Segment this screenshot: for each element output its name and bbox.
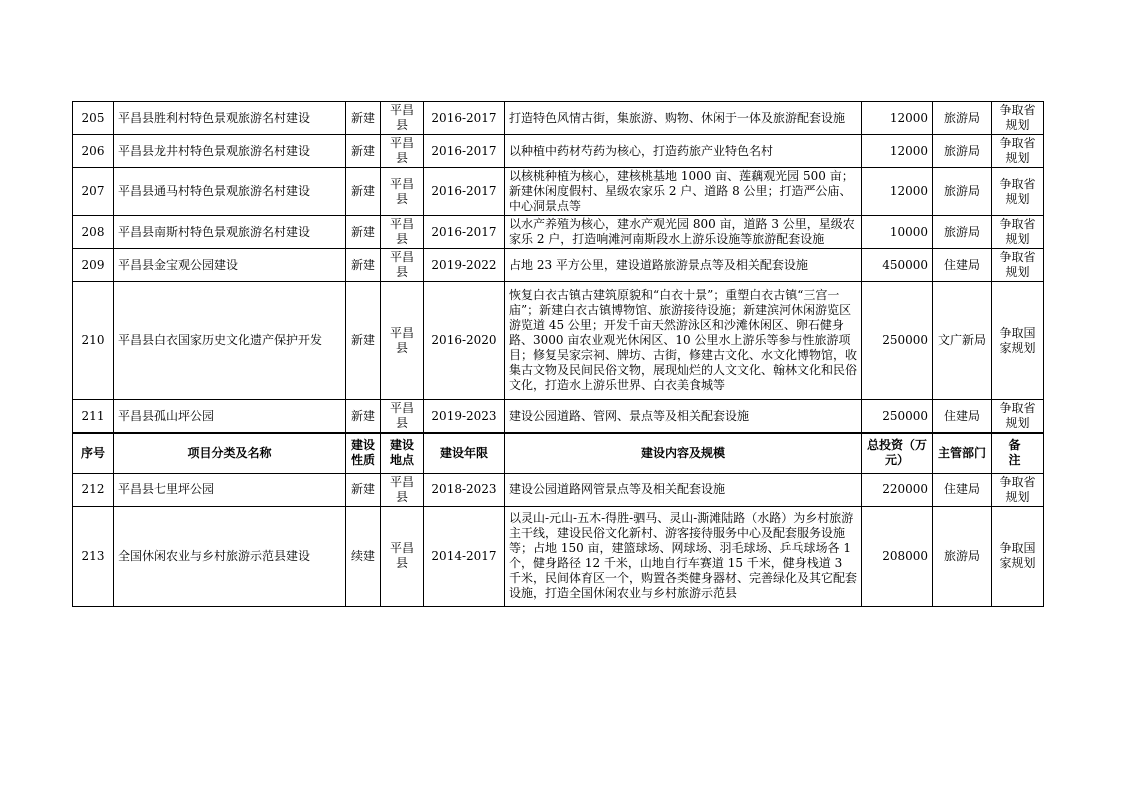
cell-content: 占地 23 平方公里，建设道路旅游景点等及相关配套设施 [505, 249, 862, 282]
cell-place: 平昌县 [381, 102, 424, 135]
cell-content: 建设公园道路网管景点等及相关配套设施 [505, 473, 862, 506]
cell-note: 争取省规划 [992, 400, 1044, 434]
cell-place: 平昌县 [381, 249, 424, 282]
header-years: 建设年限 [424, 433, 505, 473]
cell-invest: 250000 [862, 400, 933, 434]
table-row [73, 168, 1044, 216]
cell-dept: 住建局 [933, 249, 992, 282]
cell-dept: 文广新局 [933, 282, 992, 400]
cell-name: 平昌县金宝观公园建设 [114, 249, 346, 282]
table-row [73, 506, 1044, 606]
cell-years: 2016-2017 [424, 168, 505, 216]
cell-dept: 住建局 [933, 400, 992, 434]
cell-name: 平昌县胜利村特色景观旅游名村建设 [114, 102, 346, 135]
cell-place: 平昌县 [381, 506, 424, 606]
cell-content: 建设公园道路、管网、景点等及相关配套设施 [505, 400, 862, 434]
cell-nature: 续建 [346, 506, 381, 606]
cell-num: 208 [73, 216, 114, 249]
header-content: 建设内容及规模 [505, 433, 862, 473]
cell-note: 争取国家规划 [992, 282, 1044, 400]
cell-invest: 12000 [862, 102, 933, 135]
header-note: 备注 [992, 433, 1044, 473]
cell-dept: 旅游局 [933, 168, 992, 216]
header-row [73, 433, 1044, 473]
table-header [73, 433, 1044, 473]
cell-invest: 208000 [862, 506, 933, 606]
cell-place: 平昌县 [381, 473, 424, 506]
table-body-bottom [73, 473, 1044, 606]
cell-num: 209 [73, 249, 114, 282]
cell-place: 平昌县 [381, 216, 424, 249]
header-name: 项目分类及名称 [114, 433, 346, 473]
cell-invest: 12000 [862, 135, 933, 168]
cell-dept: 住建局 [933, 473, 992, 506]
cell-invest: 250000 [862, 282, 933, 400]
cell-name: 平昌县南斯村特色景观旅游名村建设 [114, 216, 346, 249]
cell-place: 平昌县 [381, 168, 424, 216]
cell-years: 2014-2017 [424, 506, 505, 606]
table-body-top [73, 102, 1044, 434]
cell-num: 207 [73, 168, 114, 216]
cell-nature: 新建 [346, 473, 381, 506]
cell-nature: 新建 [346, 282, 381, 400]
cell-years: 2018-2023 [424, 473, 505, 506]
cell-dept: 旅游局 [933, 102, 992, 135]
cell-note: 争取国家规划 [992, 506, 1044, 606]
cell-note: 争取省规划 [992, 168, 1044, 216]
table-row [73, 102, 1044, 135]
project-table [72, 101, 1044, 607]
cell-years: 2019-2022 [424, 249, 505, 282]
cell-dept: 旅游局 [933, 506, 992, 606]
cell-invest: 220000 [862, 473, 933, 506]
table-row [73, 400, 1044, 434]
cell-years: 2016-2017 [424, 135, 505, 168]
cell-content: 以核桃种植为核心，建核桃基地 1000 亩、莲藕观光园 500 亩；新建休闲度假村、星级农家乐 2 户、道路 8 公里；打造严公庙、中心洞景点等 [505, 168, 862, 216]
cell-nature: 新建 [346, 249, 381, 282]
cell-content: 恢复白衣古镇古建筑原貌和“白衣十景”；重塑白衣古镇“三宫一庙”；新建白衣古镇博物馆、旅游接待设施；新建滨河休闲游览区游览道 45 公里；开发千亩天然游泳区和沙滩休闲区、卵石健身路、3000 亩农业观光休闲区、10 公里水上游乐等参与性旅游项目；修复吴家宗祠、牌坊、古街，修建古文化、水文化博物馆，收集古文物及民间民俗文物，展现灿烂的人文文化、翰林文化和民俗文化，打造水上游乐世界、白衣美食城等 [505, 282, 862, 400]
cell-place: 平昌县 [381, 135, 424, 168]
cell-name: 平昌县龙井村特色景观旅游名村建设 [114, 135, 346, 168]
cell-num: 213 [73, 506, 114, 606]
cell-name: 平昌县通马村特色景观旅游名村建设 [114, 168, 346, 216]
cell-place: 平昌县 [381, 282, 424, 400]
header-num: 序号 [73, 433, 114, 473]
cell-nature: 新建 [346, 135, 381, 168]
cell-name: 全国休闲农业与乡村旅游示范县建设 [114, 506, 346, 606]
cell-note: 争取省规划 [992, 249, 1044, 282]
cell-years: 2016-2017 [424, 216, 505, 249]
header-dept: 主管部门 [933, 433, 992, 473]
cell-name: 平昌县七里坪公园 [114, 473, 346, 506]
cell-nature: 新建 [346, 168, 381, 216]
cell-name: 平昌县白衣国家历史文化遗产保护开发 [114, 282, 346, 400]
table-row [73, 216, 1044, 249]
cell-nature: 新建 [346, 102, 381, 135]
cell-content: 打造特色风情古街，集旅游、购物、休闲于一体及旅游配套设施 [505, 102, 862, 135]
cell-nature: 新建 [346, 400, 381, 434]
cell-invest: 450000 [862, 249, 933, 282]
cell-num: 211 [73, 400, 114, 434]
cell-name: 平昌县孤山坪公园 [114, 400, 346, 434]
header-place: 建设地点 [381, 433, 424, 473]
table-row [73, 473, 1044, 506]
cell-years: 2019-2023 [424, 400, 505, 434]
table-row [73, 249, 1044, 282]
cell-num: 212 [73, 473, 114, 506]
cell-note: 争取省规划 [992, 102, 1044, 135]
cell-invest: 10000 [862, 216, 933, 249]
table-row [73, 282, 1044, 400]
cell-invest: 12000 [862, 168, 933, 216]
cell-years: 2016-2017 [424, 102, 505, 135]
cell-dept: 旅游局 [933, 135, 992, 168]
cell-content: 以水产养殖为核心，建水产观光园 800 亩，道路 3 公里，星级农家乐 2 户，打造响滩河南斯段水上游乐设施等旅游配套设施 [505, 216, 862, 249]
header-invest: 总投资（万元） [862, 433, 933, 473]
cell-note: 争取省规划 [992, 473, 1044, 506]
table-row [73, 135, 1044, 168]
header-nature: 建设性质 [346, 433, 381, 473]
cell-num: 206 [73, 135, 114, 168]
cell-num: 205 [73, 102, 114, 135]
cell-num: 210 [73, 282, 114, 400]
cell-content: 以种植中药材芍药为核心，打造药旅产业特色名村 [505, 135, 862, 168]
cell-nature: 新建 [346, 216, 381, 249]
cell-content: 以灵山-元山-五木-得胜-驷马、灵山-澌滩陆路（水路）为乡村旅游主干线，建设民俗文化新村、游客接待服务中心及配套服务设施等；占地 150 亩，建篮球场、网球场、羽毛球场、乒乓球场各 1 个，健身路径 12 千米，山地自行车赛道 15 千米，健身栈道 3 千米，民间体育区一个，购置各类健身器材、完善绿化及其它配套设施，打造全国休闲农业与乡村旅游示范县 [505, 506, 862, 606]
cell-years: 2016-2020 [424, 282, 505, 400]
cell-note: 争取省规划 [992, 216, 1044, 249]
cell-note: 争取省规划 [992, 135, 1044, 168]
cell-dept: 旅游局 [933, 216, 992, 249]
cell-place: 平昌县 [381, 400, 424, 434]
